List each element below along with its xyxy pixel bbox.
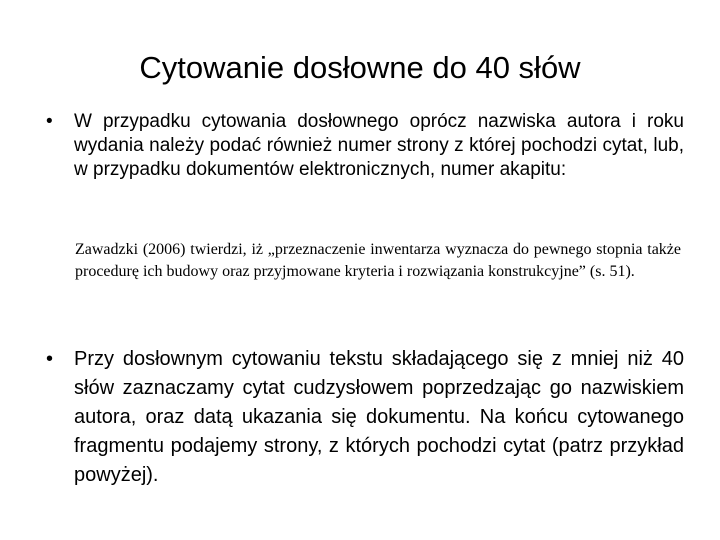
slide-title: Cytowanie dosłowne do 40 słów (139, 50, 581, 85)
bullet-text: Przy dosłownym cytowaniu tekstu składającego się z mniej niż 40 słów zaznaczamy cytat cudzysłowem poprzedzając go nazwiskiem autora, oraz datą ukazania się dokumentu. Na końcu cytowanego fragmentu podajemy strony, z których pochodzi cytat (patrz przykład powyżej). (74, 348, 684, 486)
bullet-item (44, 110, 684, 182)
example-quote: Zawadzki (2006) twierdzi, iż „przeznaczenie inwentarza wyznacza do pewnego stopnia także procedurę ich budowy oraz przyjmowane kryteria i rozwiązania konstrukcyjne” (s. 51). (75, 241, 681, 280)
bullet-text: W przypadku cytowania dosłownego oprócz nazwiska autora i roku wydania należy podać również numer strony z której pochodzi cytat, lub, w przypadku dokumentów elektronicznych, numer akapitu: (74, 111, 684, 180)
bullet-item (44, 345, 684, 490)
bullet-dot: • (46, 348, 54, 370)
bullet-dot: • (46, 111, 53, 132)
